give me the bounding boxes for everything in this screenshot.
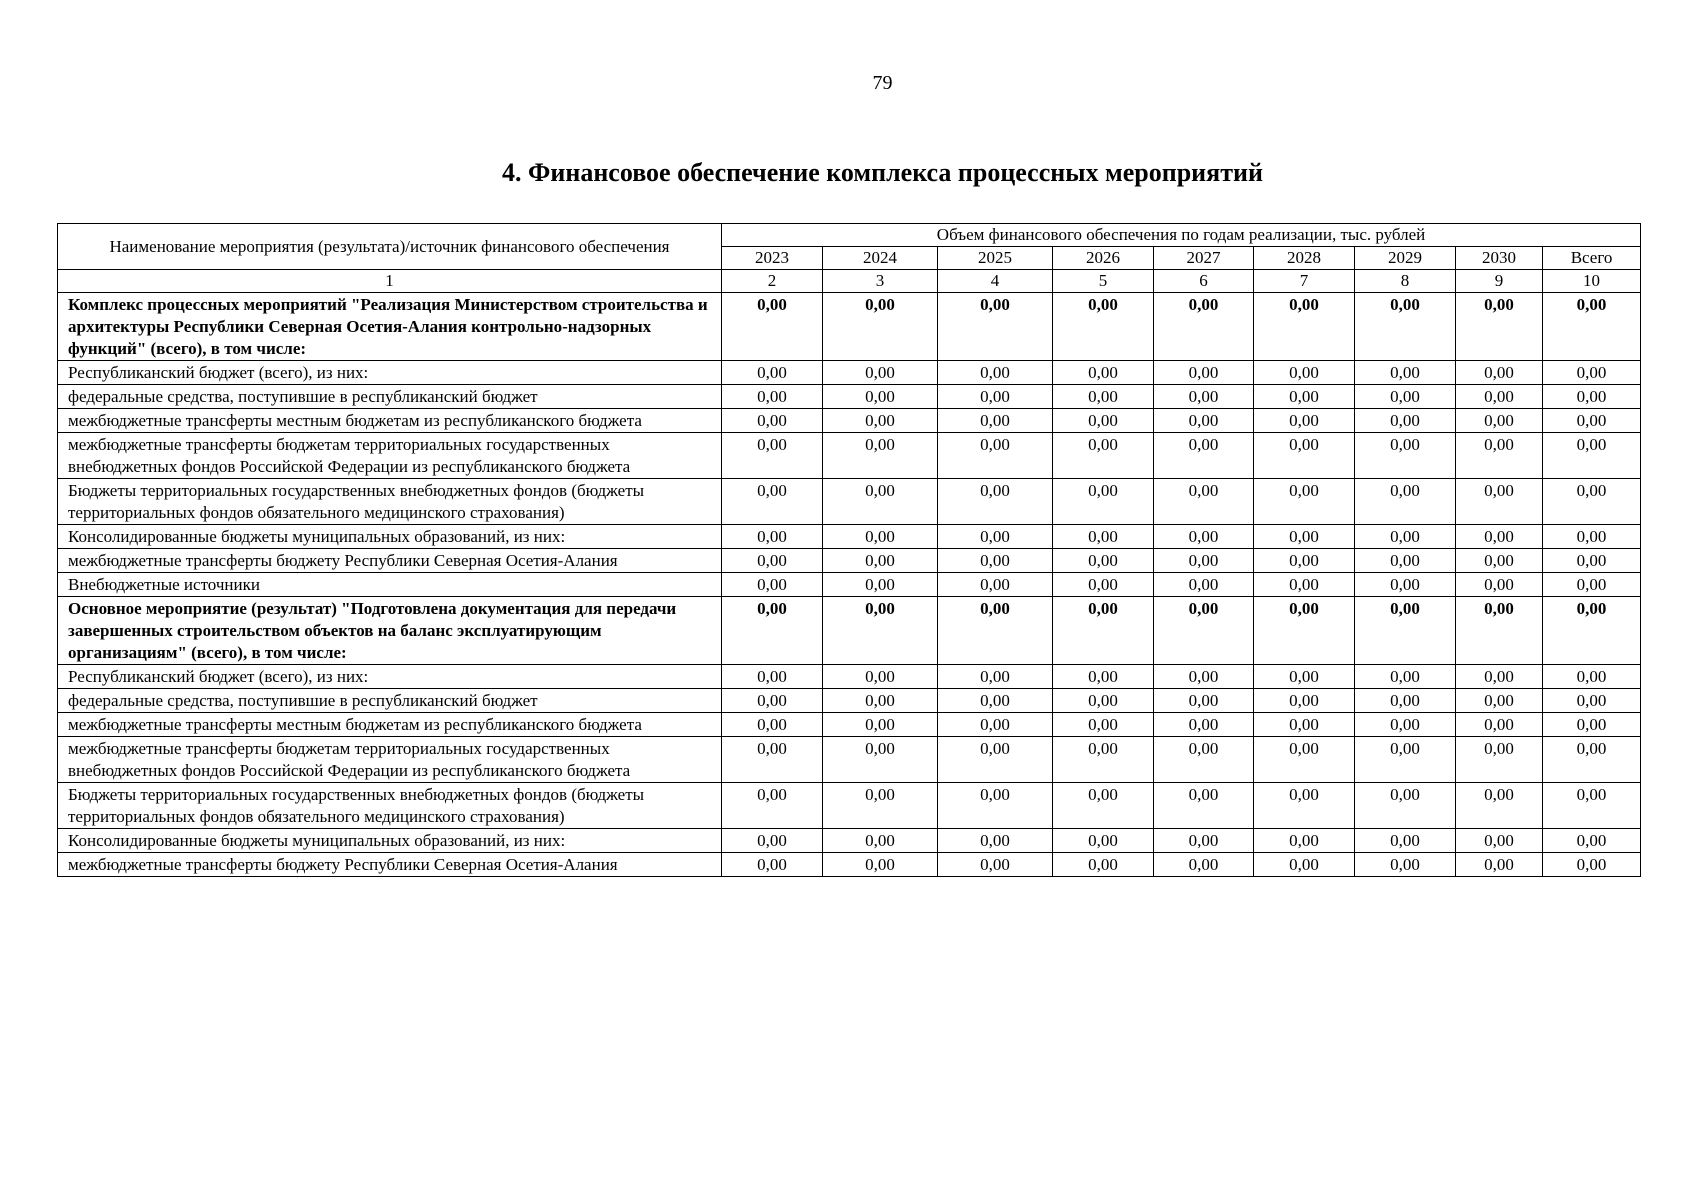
value-cell: 0,00	[1456, 853, 1543, 877]
row-name-cell: Консолидированные бюджеты муниципальных образований, из них:	[58, 525, 722, 549]
year-header: 2027	[1154, 247, 1254, 270]
value-cell: 0,00	[1456, 597, 1543, 665]
value-cell: 0,00	[1543, 525, 1641, 549]
value-cell: 0,00	[1355, 361, 1456, 385]
year-header: 2025	[938, 247, 1053, 270]
column-number: 9	[1456, 270, 1543, 293]
table-row	[58, 689, 1641, 713]
table-row	[58, 433, 1641, 479]
column-number: 1	[58, 270, 722, 293]
value-cell: 0,00	[1456, 549, 1543, 573]
value-cell: 0,00	[1254, 713, 1355, 737]
value-cell: 0,00	[938, 433, 1053, 479]
year-header: 2029	[1355, 247, 1456, 270]
value-cell: 0,00	[722, 597, 823, 665]
value-cell: 0,00	[1543, 713, 1641, 737]
financing-table	[57, 223, 1641, 877]
value-cell: 0,00	[1154, 409, 1254, 433]
table-row	[58, 737, 1641, 783]
value-cell: 0,00	[1355, 479, 1456, 525]
value-cell: 0,00	[1355, 665, 1456, 689]
value-cell: 0,00	[823, 665, 938, 689]
row-name-cell: Республиканский бюджет (всего), из них:	[58, 665, 722, 689]
value-cell: 0,00	[1355, 385, 1456, 409]
value-cell: 0,00	[823, 385, 938, 409]
value-cell: 0,00	[1154, 385, 1254, 409]
header-volume-cell: Объем финансового обеспечения по годам реализации, тыс. рублей	[722, 224, 1641, 247]
column-number: 10	[1543, 270, 1641, 293]
value-cell: 0,00	[1543, 479, 1641, 525]
value-cell: 0,00	[1254, 689, 1355, 713]
value-cell: 0,00	[823, 737, 938, 783]
value-cell: 0,00	[1154, 573, 1254, 597]
value-cell: 0,00	[1543, 549, 1641, 573]
column-number: 3	[823, 270, 938, 293]
value-cell: 0,00	[938, 783, 1053, 829]
value-cell: 0,00	[1053, 573, 1154, 597]
row-name-cell: межбюджетные трансферты местным бюджетам из республиканского бюджета	[58, 713, 722, 737]
value-cell: 0,00	[1154, 665, 1254, 689]
value-cell: 0,00	[722, 665, 823, 689]
value-cell: 0,00	[823, 409, 938, 433]
value-cell: 0,00	[1154, 361, 1254, 385]
value-cell: 0,00	[1254, 783, 1355, 829]
value-cell: 0,00	[1456, 783, 1543, 829]
value-cell: 0,00	[1456, 479, 1543, 525]
table-row	[58, 829, 1641, 853]
value-cell: 0,00	[938, 573, 1053, 597]
table-row	[58, 525, 1641, 549]
row-name-cell: межбюджетные трансферты бюджетам территориальных государственных внебюджетных фондов Российской Федерации из республиканского бюджета	[58, 737, 722, 783]
value-cell: 0,00	[722, 853, 823, 877]
year-header: 2030	[1456, 247, 1543, 270]
year-header: 2023	[722, 247, 823, 270]
value-cell: 0,00	[1543, 689, 1641, 713]
value-cell: 0,00	[1456, 433, 1543, 479]
value-cell: 0,00	[1355, 597, 1456, 665]
value-cell: 0,00	[1154, 597, 1254, 665]
value-cell: 0,00	[1053, 409, 1154, 433]
value-cell: 0,00	[1543, 433, 1641, 479]
row-name-cell: Комплекс процессных мероприятий "Реализация Министерством строительства и архитектуры Республики Северная Осетия-Алания контрольно-надзорных функций" (всего), в том числе:	[58, 293, 722, 361]
value-cell: 0,00	[1053, 433, 1154, 479]
value-cell: 0,00	[938, 853, 1053, 877]
value-cell: 0,00	[1543, 293, 1641, 361]
value-cell: 0,00	[1254, 293, 1355, 361]
value-cell: 0,00	[1154, 293, 1254, 361]
page-number: 79	[872, 72, 893, 94]
value-cell: 0,00	[1456, 525, 1543, 549]
value-cell: 0,00	[938, 385, 1053, 409]
value-cell: 0,00	[1053, 853, 1154, 877]
value-cell: 0,00	[938, 293, 1053, 361]
value-cell: 0,00	[938, 713, 1053, 737]
value-cell: 0,00	[1053, 525, 1154, 549]
value-cell: 0,00	[1456, 665, 1543, 689]
table-row	[58, 713, 1641, 737]
row-name-cell: межбюджетные трансферты бюджету Республики Северная Осетия-Алания	[58, 853, 722, 877]
table-row	[58, 479, 1641, 525]
value-cell: 0,00	[1355, 433, 1456, 479]
table-row	[58, 783, 1641, 829]
value-cell: 0,00	[722, 549, 823, 573]
value-cell: 0,00	[823, 479, 938, 525]
value-cell: 0,00	[938, 597, 1053, 665]
year-header: 2026	[1053, 247, 1154, 270]
value-cell: 0,00	[1355, 853, 1456, 877]
value-cell: 0,00	[1254, 549, 1355, 573]
value-cell: 0,00	[1254, 853, 1355, 877]
value-cell: 0,00	[1355, 689, 1456, 713]
value-cell: 0,00	[1254, 573, 1355, 597]
value-cell: 0,00	[1053, 293, 1154, 361]
row-name-cell: Бюджеты территориальных государственных внебюджетных фондов (бюджеты территориальных фондов обязательного медицинского страхования)	[58, 479, 722, 525]
value-cell: 0,00	[722, 293, 823, 361]
value-cell: 0,00	[823, 525, 938, 549]
value-cell: 0,00	[1154, 783, 1254, 829]
value-cell: 0,00	[1543, 385, 1641, 409]
value-cell: 0,00	[938, 479, 1053, 525]
value-cell: 0,00	[722, 737, 823, 783]
value-cell: 0,00	[722, 385, 823, 409]
value-cell: 0,00	[1456, 293, 1543, 361]
value-cell: 0,00	[1154, 549, 1254, 573]
value-cell: 0,00	[823, 573, 938, 597]
value-cell: 0,00	[722, 479, 823, 525]
value-cell: 0,00	[722, 713, 823, 737]
row-name-cell: Бюджеты территориальных государственных внебюджетных фондов (бюджеты территориальных фондов обязательного медицинского страхования)	[58, 783, 722, 829]
value-cell: 0,00	[722, 829, 823, 853]
value-cell: 0,00	[722, 433, 823, 479]
value-cell: 0,00	[1254, 737, 1355, 783]
value-cell: 0,00	[1254, 597, 1355, 665]
value-cell: 0,00	[1456, 737, 1543, 783]
value-cell: 0,00	[1053, 597, 1154, 665]
value-cell: 0,00	[938, 829, 1053, 853]
value-cell: 0,00	[938, 525, 1053, 549]
table-row	[58, 665, 1641, 689]
value-cell: 0,00	[1254, 433, 1355, 479]
value-cell: 0,00	[938, 689, 1053, 713]
value-cell: 0,00	[1543, 829, 1641, 853]
value-cell: 0,00	[1254, 525, 1355, 549]
table-body	[58, 293, 1641, 877]
value-cell: 0,00	[1456, 689, 1543, 713]
table-row	[58, 409, 1641, 433]
value-cell: 0,00	[1053, 737, 1154, 783]
value-cell: 0,00	[1355, 409, 1456, 433]
value-cell: 0,00	[1154, 829, 1254, 853]
value-cell: 0,00	[938, 665, 1053, 689]
value-cell: 0,00	[1254, 361, 1355, 385]
column-number: 5	[1053, 270, 1154, 293]
value-cell: 0,00	[1154, 479, 1254, 525]
value-cell: 0,00	[1543, 597, 1641, 665]
value-cell: 0,00	[1456, 409, 1543, 433]
value-cell: 0,00	[722, 361, 823, 385]
value-cell: 0,00	[1154, 853, 1254, 877]
value-cell: 0,00	[1053, 385, 1154, 409]
value-cell: 0,00	[1543, 665, 1641, 689]
value-cell: 0,00	[823, 549, 938, 573]
row-name-cell: межбюджетные трансферты бюджету Республики Северная Осетия-Алания	[58, 549, 722, 573]
year-header: 2024	[823, 247, 938, 270]
value-cell: 0,00	[1543, 361, 1641, 385]
value-cell: 0,00	[823, 433, 938, 479]
value-cell: 0,00	[1355, 783, 1456, 829]
table-row	[58, 293, 1641, 361]
value-cell: 0,00	[823, 829, 938, 853]
value-cell: 0,00	[1254, 829, 1355, 853]
value-cell: 0,00	[1053, 361, 1154, 385]
value-cell: 0,00	[1154, 433, 1254, 479]
value-cell: 0,00	[1456, 713, 1543, 737]
value-cell: 0,00	[1543, 783, 1641, 829]
value-cell: 0,00	[1154, 525, 1254, 549]
table-row	[58, 549, 1641, 573]
value-cell: 0,00	[1053, 783, 1154, 829]
row-name-cell: межбюджетные трансферты местным бюджетам из республиканского бюджета	[58, 409, 722, 433]
column-number: 7	[1254, 270, 1355, 293]
total-header: Всего	[1543, 247, 1641, 270]
value-cell: 0,00	[938, 737, 1053, 783]
value-cell: 0,00	[1254, 665, 1355, 689]
value-cell: 0,00	[1355, 573, 1456, 597]
column-numbers-row	[58, 270, 1641, 293]
value-cell: 0,00	[823, 293, 938, 361]
column-number: 6	[1154, 270, 1254, 293]
value-cell: 0,00	[1355, 713, 1456, 737]
value-cell: 0,00	[823, 713, 938, 737]
value-cell: 0,00	[722, 525, 823, 549]
value-cell: 0,00	[722, 409, 823, 433]
row-name-cell: межбюджетные трансферты бюджетам территориальных государственных внебюджетных фондов Российской Федерации из республиканского бюджета	[58, 433, 722, 479]
value-cell: 0,00	[1456, 829, 1543, 853]
value-cell: 0,00	[1543, 737, 1641, 783]
row-name-cell: Основное мероприятие (результат) "Подготовлена документация для передачи завершенных строительством объектов на баланс эксплуатирующим организациям" (всего), в том числе:	[58, 597, 722, 665]
value-cell: 0,00	[1355, 549, 1456, 573]
value-cell: 0,00	[1355, 737, 1456, 783]
value-cell: 0,00	[823, 597, 938, 665]
table-row	[58, 597, 1641, 665]
value-cell: 0,00	[1355, 293, 1456, 361]
table-row	[58, 853, 1641, 877]
value-cell: 0,00	[1154, 713, 1254, 737]
column-number: 2	[722, 270, 823, 293]
value-cell: 0,00	[938, 549, 1053, 573]
table-row	[58, 385, 1641, 409]
row-name-cell: Республиканский бюджет (всего), из них:	[58, 361, 722, 385]
value-cell: 0,00	[1355, 525, 1456, 549]
value-cell: 0,00	[1456, 573, 1543, 597]
value-cell: 0,00	[1355, 829, 1456, 853]
value-cell: 0,00	[1254, 409, 1355, 433]
value-cell: 0,00	[938, 409, 1053, 433]
value-cell: 0,00	[1053, 479, 1154, 525]
header-row-1	[58, 224, 1641, 247]
page-title: 4. Финансовое обеспечение комплекса процессных мероприятий	[502, 158, 1263, 187]
value-cell: 0,00	[1456, 361, 1543, 385]
value-cell: 0,00	[1254, 385, 1355, 409]
value-cell: 0,00	[722, 783, 823, 829]
value-cell: 0,00	[823, 689, 938, 713]
year-header: 2028	[1254, 247, 1355, 270]
column-number: 4	[938, 270, 1053, 293]
value-cell: 0,00	[823, 783, 938, 829]
row-name-cell: федеральные средства, поступившие в республиканский бюджет	[58, 689, 722, 713]
value-cell: 0,00	[1254, 479, 1355, 525]
column-number: 8	[1355, 270, 1456, 293]
row-name-cell: Внебюджетные источники	[58, 573, 722, 597]
value-cell: 0,00	[1053, 665, 1154, 689]
value-cell: 0,00	[938, 361, 1053, 385]
header-name-cell: Наименование мероприятия (результата)/источник финансового обеспечения	[58, 224, 722, 270]
value-cell: 0,00	[1154, 689, 1254, 713]
value-cell: 0,00	[1543, 573, 1641, 597]
table-row	[58, 361, 1641, 385]
value-cell: 0,00	[823, 853, 938, 877]
value-cell: 0,00	[722, 573, 823, 597]
value-cell: 0,00	[722, 689, 823, 713]
value-cell: 0,00	[1543, 409, 1641, 433]
row-name-cell: федеральные средства, поступившие в республиканский бюджет	[58, 385, 722, 409]
value-cell: 0,00	[823, 361, 938, 385]
value-cell: 0,00	[1154, 737, 1254, 783]
value-cell: 0,00	[1053, 689, 1154, 713]
value-cell: 0,00	[1053, 713, 1154, 737]
value-cell: 0,00	[1053, 549, 1154, 573]
value-cell: 0,00	[1053, 829, 1154, 853]
row-name-cell: Консолидированные бюджеты муниципальных образований, из них:	[58, 829, 722, 853]
value-cell: 0,00	[1456, 385, 1543, 409]
table-row	[58, 573, 1641, 597]
value-cell: 0,00	[1543, 853, 1641, 877]
